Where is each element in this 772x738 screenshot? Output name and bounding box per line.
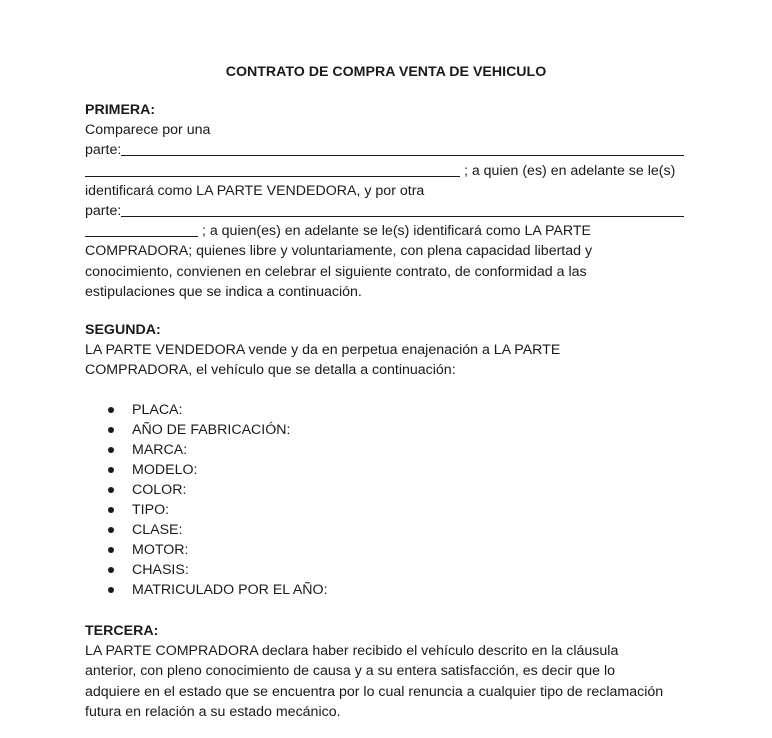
list-item (108, 500, 328, 520)
list-item (108, 520, 328, 540)
blank-field-comprador-name[interactable] (121, 202, 684, 217)
vehicle-details-list (108, 400, 328, 600)
primera-parte-label-2: parte: (85, 203, 122, 220)
segunda-line-1: LA PARTE VENDEDORA vende y da en perpetua enajenación a LA PARTE (85, 342, 561, 359)
tercera-line-2: anterior, con pleno conocimiento de causa y a su entera satisfacción, es decir que lo (85, 663, 615, 680)
bullet-icon (108, 447, 114, 453)
tercera-line-3: adquiere en el estado que se encuentra por lo cual renuncia a cualquier tipo de reclamación (85, 683, 664, 700)
bullet-icon (108, 487, 114, 493)
section-primera (85, 100, 690, 302)
bullet-icon (108, 427, 114, 433)
list-item (108, 540, 328, 560)
bullet-icon (108, 507, 114, 513)
section-heading-tercera: TERCERA: (85, 623, 159, 639)
list-item-label: CHASIS: (132, 562, 189, 578)
list-item (108, 420, 328, 440)
blank-field-comprador-id[interactable] (85, 222, 198, 237)
primera-line-3-text: ; a quien (es) en adelante se le(s) (463, 162, 676, 179)
section-heading-segunda: SEGUNDA: (85, 322, 161, 338)
document-title: CONTRATO DE COMPRA VENTA DE VEHICULO (225, 64, 547, 80)
list-item-label: PLACA: (132, 402, 183, 418)
list-item (108, 560, 328, 580)
bullet-icon (108, 547, 114, 553)
section-segunda (85, 320, 690, 381)
list-item (108, 440, 328, 460)
bullet-icon (108, 467, 114, 473)
bullet-icon (108, 527, 114, 533)
segunda-line-2: COMPRADORA, el vehículo que se detalla a continuación: (85, 362, 456, 379)
blank-field-vendedor-id[interactable] (85, 162, 460, 177)
blank-field-vendedor-name[interactable] (121, 141, 684, 156)
list-item-label: COLOR: (132, 482, 187, 498)
tercera-line-4: futura en relación a su estado mecánico. (85, 703, 341, 720)
list-item-label: MATRICULADO POR EL AÑO: (132, 582, 328, 598)
primera-line-2 (85, 140, 690, 160)
primera-line-8: conocimiento, convienen en celebrar el siguiente contrato, de conformidad a las (85, 263, 587, 280)
section-tercera (85, 621, 690, 722)
list-item (108, 480, 328, 500)
primera-parte-label-1: parte: (85, 142, 122, 159)
primera-line-7: COMPRADORA; quienes libre y voluntariamente, con plena capacidad libertad y (85, 243, 593, 260)
primera-line-9: estipulaciones que se indica a continuación. (85, 283, 362, 300)
primera-line-6 (85, 221, 690, 241)
list-item-label: TIPO: (132, 502, 170, 518)
list-item-label: MODELO: (132, 462, 198, 478)
primera-line-5 (85, 201, 690, 221)
bullet-icon (108, 587, 114, 593)
list-item (108, 460, 328, 480)
list-item (108, 400, 328, 420)
section-heading-primera: PRIMERA: (85, 102, 156, 118)
list-item-label: AÑO DE FABRICACIÓN: (132, 422, 291, 438)
list-item-label: CLASE: (132, 522, 183, 538)
primera-line-4: identificará como LA PARTE VENDEDORA, y por otra (85, 182, 425, 199)
list-item-label: MARCA: (132, 442, 188, 458)
primera-line-3 (85, 161, 690, 181)
list-item-label: MOTOR: (132, 542, 189, 558)
list-item (108, 580, 328, 600)
tercera-line-1: LA PARTE COMPRADORA declara haber recibido el vehículo descrito en la cláusula (85, 643, 619, 660)
primera-line-6-text: ; a quien(es) en adelante se le(s) identificará como LA PARTE (201, 223, 591, 240)
bullet-icon (108, 567, 114, 573)
primera-line-1: Comparece por una (85, 122, 211, 139)
bullet-icon (108, 407, 114, 413)
